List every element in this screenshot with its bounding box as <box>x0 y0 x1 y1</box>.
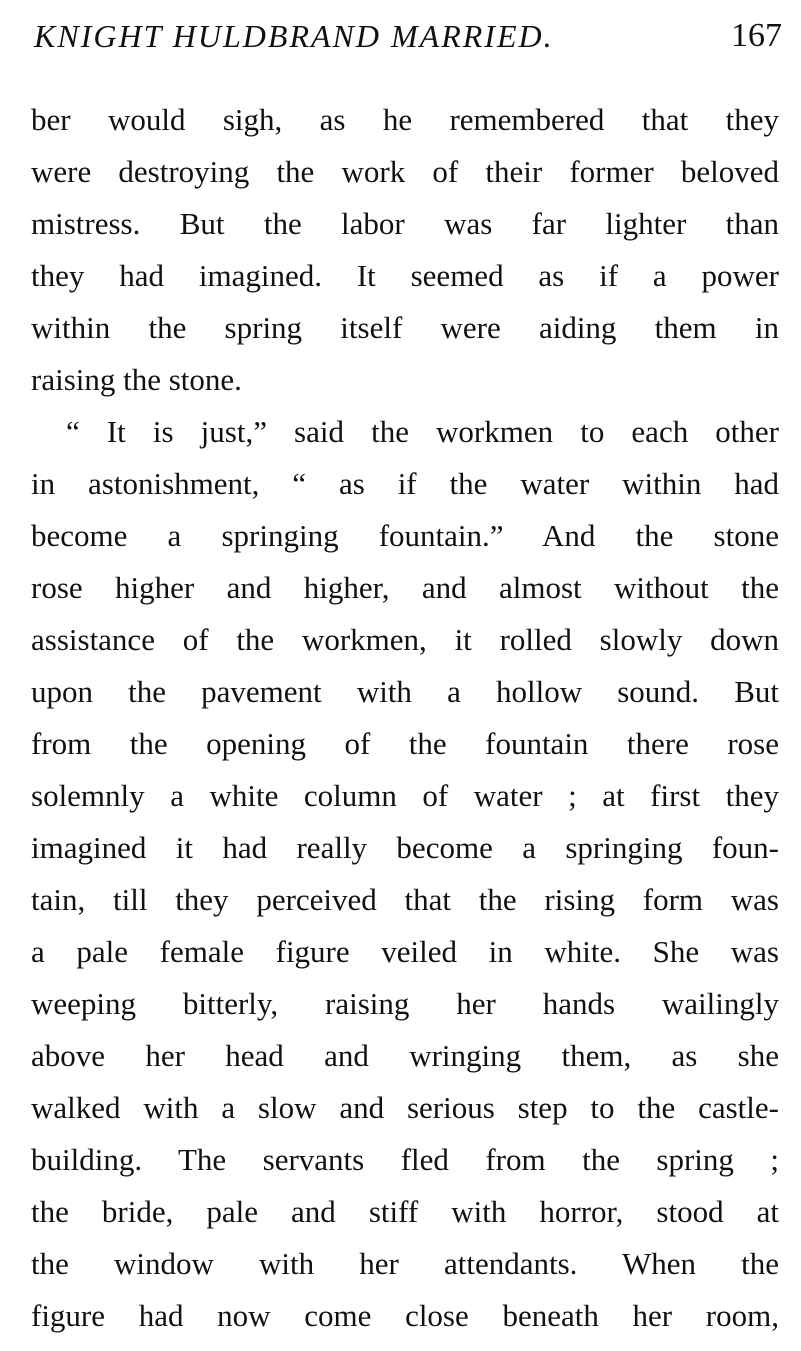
text-line: assistance of the workmen, it rolled slowly down <box>31 622 779 657</box>
text-line: building. The servants fled from the spring ; <box>31 1142 779 1177</box>
text-line: ber would sigh, as he remembered that they <box>31 102 779 137</box>
text-line: the bride, pale and stiff with horror, stood at <box>31 1194 779 1229</box>
text-line: above her head and wringing them, as she <box>31 1038 779 1073</box>
running-head: KNIGHT HULDBRAND MARRIED. <box>34 18 554 54</box>
text-line: the window with her attendants. When the <box>31 1246 779 1281</box>
page-number: 167 <box>731 17 782 54</box>
text-line: they had imagined. It seemed as if a power <box>31 258 779 293</box>
text-line: raising the stone. <box>31 362 242 397</box>
text-line: rose higher and higher, and almost without the <box>31 570 779 605</box>
page-header <box>34 12 782 60</box>
text-line: upon the pavement with a hollow sound. But <box>31 674 779 709</box>
text-line: weeping bitterly, raising her hands wailingly <box>31 986 779 1021</box>
text-line: solemnly a white column of water ; at first they <box>31 778 779 813</box>
text-line: in astonishment, “ as if the water within had <box>31 466 779 501</box>
text-line: imagined it had really become a springing foun- <box>31 830 779 865</box>
text-line: within the spring itself were aiding them in <box>31 310 779 345</box>
text-line: a pale female figure veiled in white. She was <box>31 934 779 969</box>
text-line: become a springing fountain.” And the stone <box>31 518 779 553</box>
text-line: from the opening of the fountain there rose <box>31 726 779 761</box>
text-line: “ It is just,” said the workmen to each other <box>66 414 779 449</box>
text-line: walked with a slow and serious step to the castle- <box>31 1090 779 1125</box>
text-line: figure had now come close beneath her room, <box>31 1298 779 1333</box>
text-line: mistress. But the labor was far lighter than <box>31 206 779 241</box>
text-line: tain, till they perceived that the rising form was <box>31 882 779 917</box>
text-line: were destroying the work of their former beloved <box>31 154 779 189</box>
